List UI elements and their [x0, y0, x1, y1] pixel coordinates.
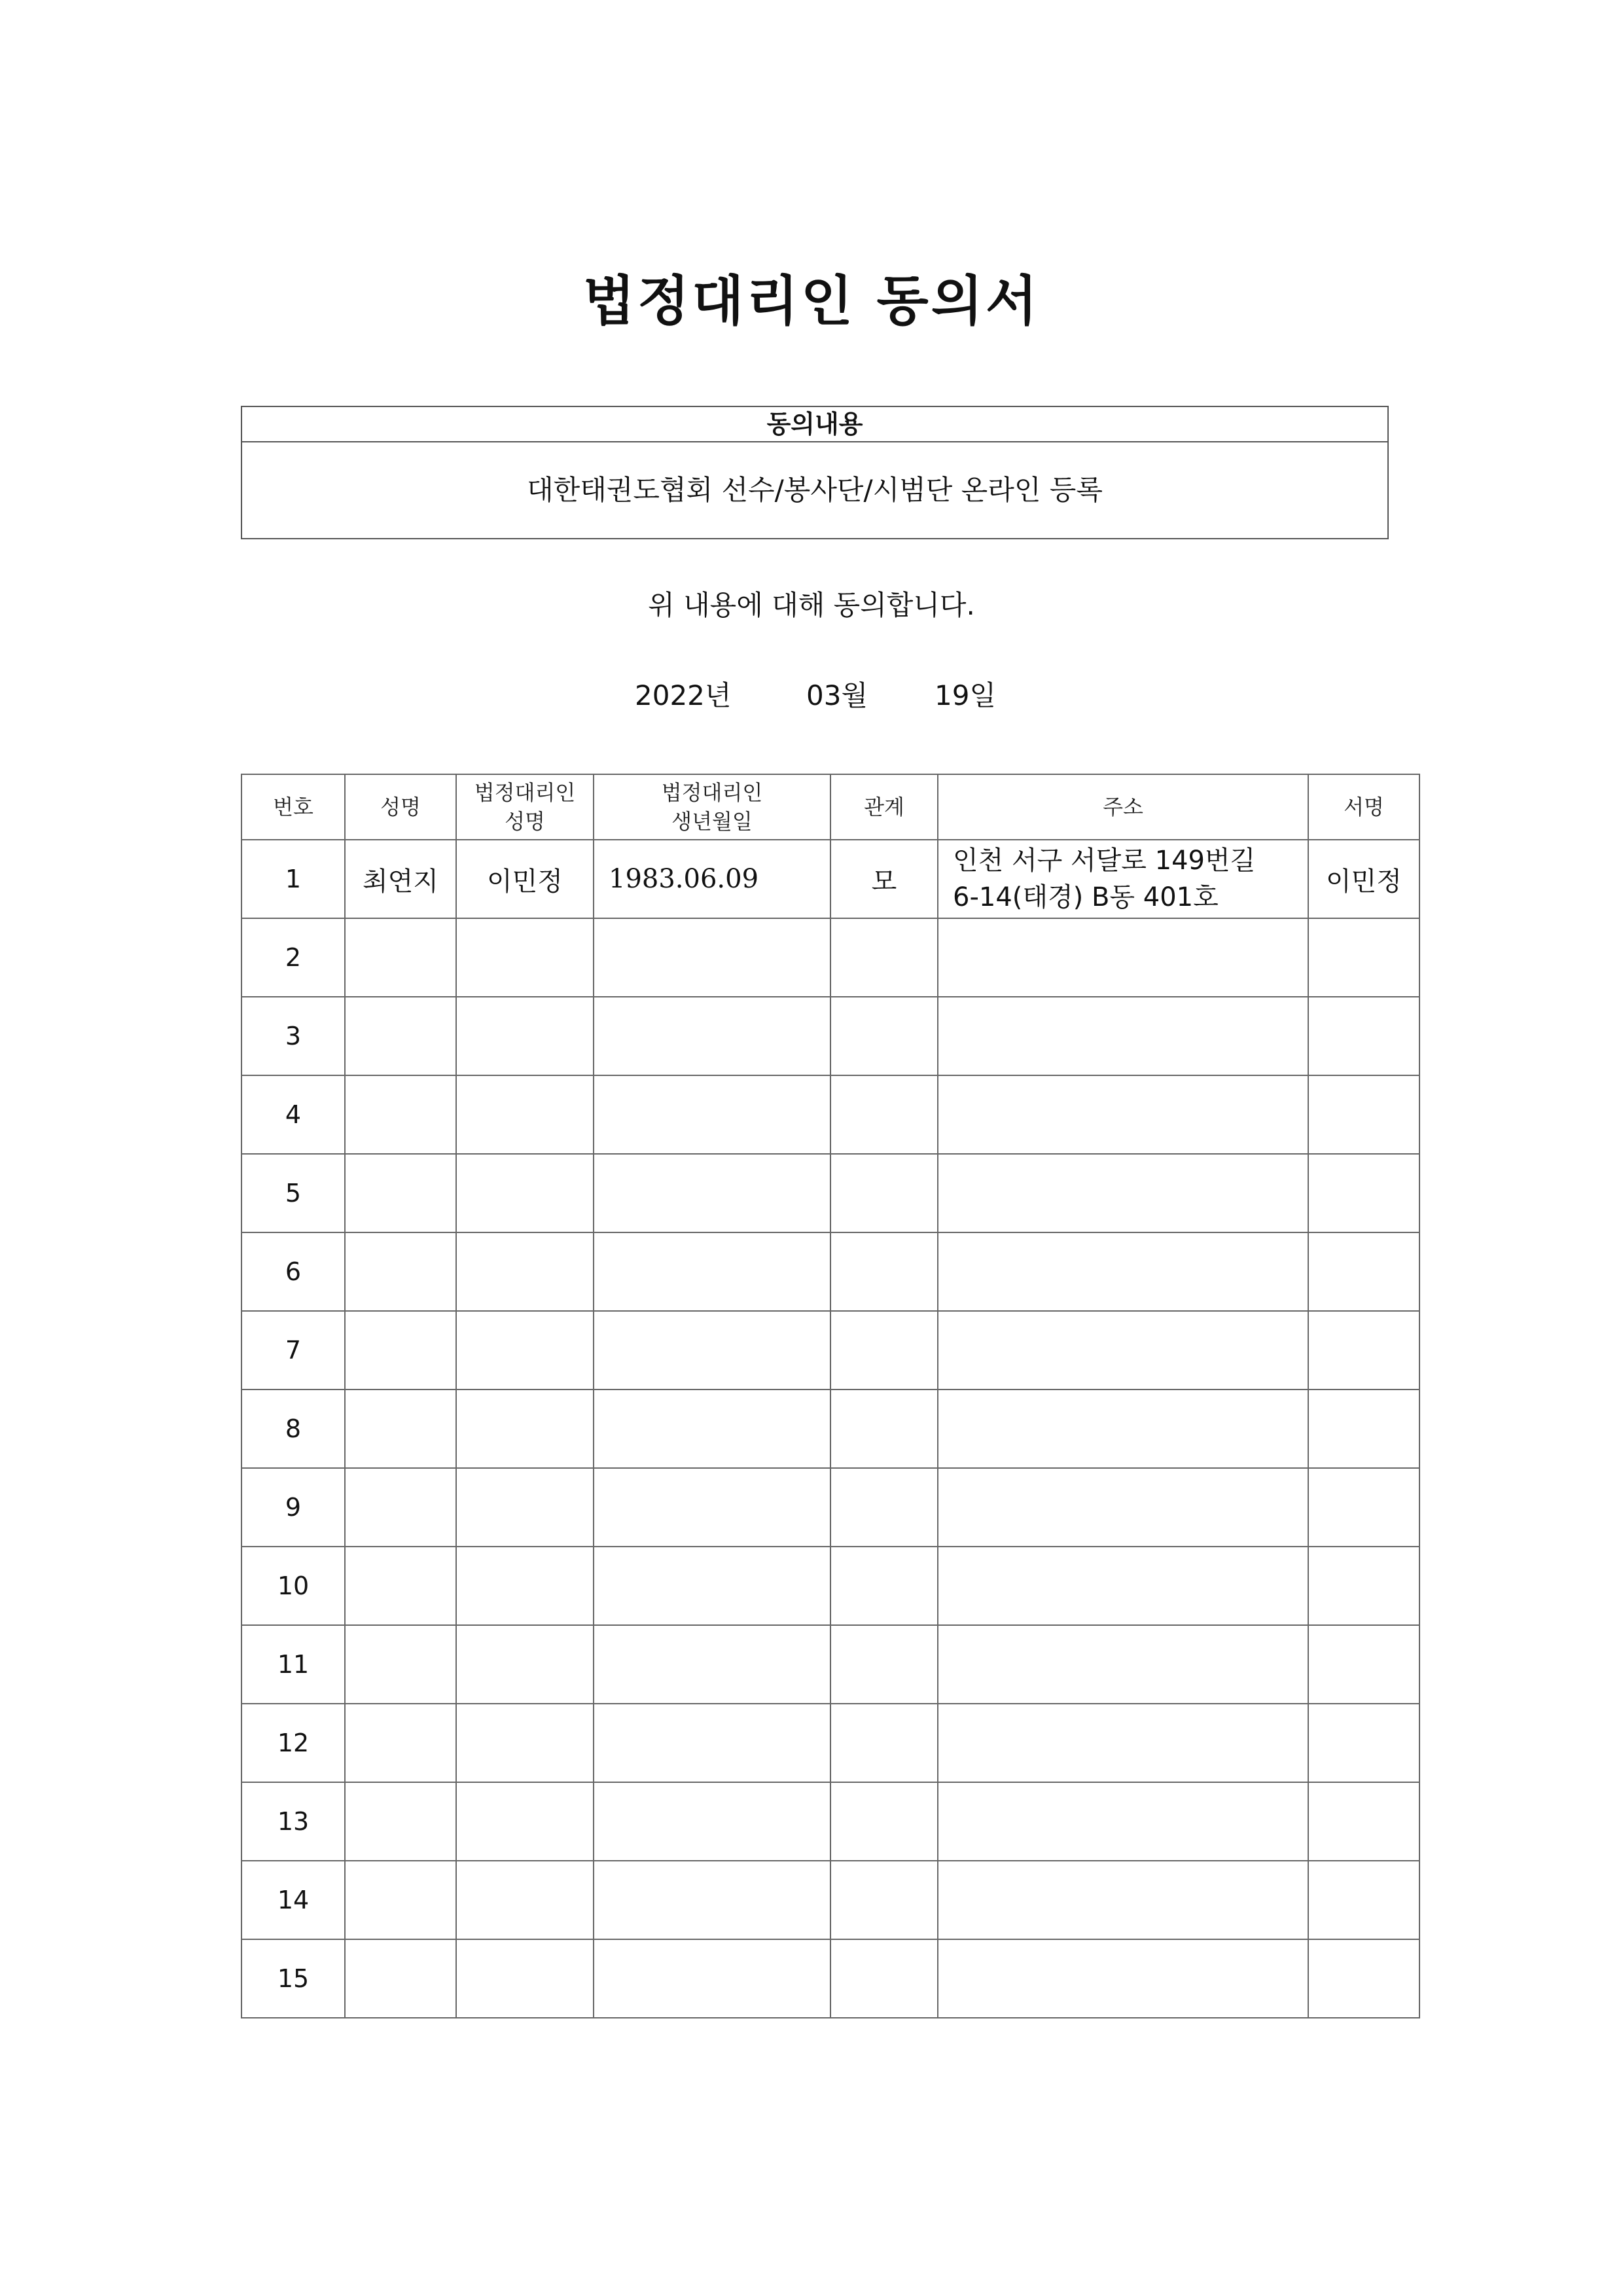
- cell-relation: [830, 1704, 938, 1782]
- cell-address: 인천 서구 서달로 149번길 6-14(태경) B동 401호: [938, 840, 1308, 918]
- agreement-text: 위 내용에 대해 동의합니다.: [648, 589, 975, 621]
- cell-signature: [1308, 1075, 1419, 1154]
- cell-no: 4: [241, 1075, 345, 1154]
- header-guardian-name: 법정대리인 성명: [456, 774, 594, 840]
- cell-relation: [830, 1468, 938, 1547]
- cell-no: 7: [241, 1311, 345, 1390]
- cell-signature: [1308, 1468, 1419, 1547]
- cell-address: [938, 1311, 1308, 1390]
- table-header-row: [241, 774, 1419, 840]
- cell-address: [938, 1232, 1308, 1311]
- cell-name: [345, 1939, 456, 2018]
- cell-signature: [1308, 1154, 1419, 1232]
- cell-relation: [830, 1075, 938, 1154]
- cell-signature: [1308, 918, 1419, 997]
- cell-no: 13: [241, 1782, 345, 1861]
- cell-relation: [830, 997, 938, 1075]
- cell-name: [345, 1154, 456, 1232]
- cell-no: 10: [241, 1547, 345, 1625]
- date-day: 19일: [935, 679, 997, 711]
- cell-name: [345, 1782, 456, 1861]
- cell-no: 11: [241, 1625, 345, 1704]
- cell-relation: [830, 1390, 938, 1468]
- cell-address: [938, 1468, 1308, 1547]
- cell-guardian-name: [456, 1311, 594, 1390]
- cell-address: [938, 1547, 1308, 1625]
- cell-guardian-birth: [594, 1939, 830, 2018]
- cell-relation: [830, 1861, 938, 1939]
- cell-address: [938, 1154, 1308, 1232]
- cell-no: 5: [241, 1154, 345, 1232]
- cell-address: [938, 918, 1308, 997]
- table-row: [241, 1704, 1419, 1782]
- header-no: 번호: [241, 774, 345, 840]
- cell-no: 1: [241, 840, 345, 918]
- header-address: 주소: [938, 774, 1308, 840]
- cell-guardian-birth: [594, 1704, 830, 1782]
- table-row: [241, 1861, 1419, 1939]
- cell-name: [345, 997, 456, 1075]
- cell-guardian-name: 이민정: [456, 840, 594, 918]
- cell-guardian-name: [456, 1704, 594, 1782]
- table-row: [241, 1939, 1419, 2018]
- cell-guardian-birth: [594, 918, 830, 997]
- cell-name: [345, 1547, 456, 1625]
- cell-no: 12: [241, 1704, 345, 1782]
- cell-guardian-name: [456, 1390, 594, 1468]
- header-relation: 관계: [830, 774, 938, 840]
- cell-guardian-birth: [594, 1311, 830, 1390]
- cell-address: [938, 1625, 1308, 1704]
- cell-signature: [1308, 1390, 1419, 1468]
- cell-no: 2: [241, 918, 345, 997]
- date-month: 03월: [806, 679, 868, 711]
- cell-guardian-birth: [594, 1625, 830, 1704]
- cell-signature: [1308, 997, 1419, 1075]
- cell-relation: [830, 1311, 938, 1390]
- page-title: 법정대리인 동의서: [582, 270, 1041, 332]
- cell-address: [938, 1390, 1308, 1468]
- cell-address: [938, 1861, 1308, 1939]
- cell-name: [345, 1468, 456, 1547]
- cell-name: [345, 918, 456, 997]
- cell-relation: [830, 1547, 938, 1625]
- cell-name: 최연지: [345, 840, 456, 918]
- cell-no: 9: [241, 1468, 345, 1547]
- cell-relation: [830, 1782, 938, 1861]
- cell-guardian-name: [456, 1861, 594, 1939]
- guardian-registry-table: [241, 774, 1420, 2018]
- cell-guardian-birth: [594, 1075, 830, 1154]
- table-row: [241, 997, 1419, 1075]
- cell-name: [345, 1625, 456, 1704]
- cell-relation: [830, 1939, 938, 2018]
- cell-relation: [830, 1154, 938, 1232]
- cell-guardian-birth: [594, 1861, 830, 1939]
- cell-no: 14: [241, 1861, 345, 1939]
- cell-guardian-name: [456, 1075, 594, 1154]
- consent-content: 대한태권도협회 선수/봉사단/시범단 온라인 등록: [527, 474, 1103, 506]
- date-year: 2022년: [635, 679, 732, 711]
- cell-signature: [1308, 1704, 1419, 1782]
- cell-signature: [1308, 1625, 1419, 1704]
- cell-guardian-birth: [594, 1547, 830, 1625]
- cell-name: [345, 1075, 456, 1154]
- cell-no: 3: [241, 997, 345, 1075]
- cell-name: [345, 1232, 456, 1311]
- cell-relation: [830, 918, 938, 997]
- cell-guardian-name: [456, 1625, 594, 1704]
- cell-address: [938, 1075, 1308, 1154]
- table-row: [241, 840, 1419, 918]
- table-row: [241, 1232, 1419, 1311]
- cell-address: [938, 1939, 1308, 2018]
- cell-signature: [1308, 1939, 1419, 2018]
- cell-guardian-name: [456, 1547, 594, 1625]
- cell-guardian-name: [456, 1939, 594, 2018]
- cell-guardian-birth: [594, 1154, 830, 1232]
- table-row: [241, 1547, 1419, 1625]
- table-row: [241, 1468, 1419, 1547]
- cell-signature: [1308, 1547, 1419, 1625]
- cell-guardian-name: [456, 1154, 594, 1232]
- table-row: [241, 1311, 1419, 1390]
- cell-name: [345, 1861, 456, 1939]
- cell-guardian-birth: [594, 1782, 830, 1861]
- table-row: [241, 918, 1419, 997]
- cell-guardian-name: [456, 1232, 594, 1311]
- cell-guardian-name: [456, 918, 594, 997]
- table-body: [241, 840, 1419, 2018]
- cell-guardian-birth: [594, 1232, 830, 1311]
- table-row: [241, 1390, 1419, 1468]
- table-row: [241, 1625, 1419, 1704]
- cell-name: [345, 1311, 456, 1390]
- cell-name: [345, 1704, 456, 1782]
- cell-relation: 모: [830, 840, 938, 918]
- cell-signature: 이민정: [1308, 840, 1419, 918]
- cell-guardian-birth: [594, 1468, 830, 1547]
- cell-relation: [830, 1232, 938, 1311]
- cell-signature: [1308, 1311, 1419, 1390]
- cell-signature: [1308, 1782, 1419, 1861]
- cell-signature: [1308, 1861, 1419, 1939]
- cell-guardian-name: [456, 1468, 594, 1547]
- table-row: [241, 1075, 1419, 1154]
- cell-address: [938, 1782, 1308, 1861]
- table-row: [241, 1782, 1419, 1861]
- cell-guardian-birth: 1983.06.09: [594, 840, 830, 918]
- consent-header: 동의내용: [242, 407, 1387, 442]
- header-name: 성명: [345, 774, 456, 840]
- cell-no: 6: [241, 1232, 345, 1311]
- cell-relation: [830, 1625, 938, 1704]
- cell-guardian-birth: [594, 1390, 830, 1468]
- cell-guardian-birth: [594, 997, 830, 1075]
- consent-box: [241, 406, 1389, 539]
- cell-guardian-name: [456, 997, 594, 1075]
- cell-address: [938, 997, 1308, 1075]
- cell-no: 8: [241, 1390, 345, 1468]
- header-signature: 서명: [1308, 774, 1419, 840]
- cell-address: [938, 1704, 1308, 1782]
- cell-signature: [1308, 1232, 1419, 1311]
- header-guardian-birth: 법정대리인 생년월일: [594, 774, 830, 840]
- cell-guardian-name: [456, 1782, 594, 1861]
- table-row: [241, 1154, 1419, 1232]
- cell-no: 15: [241, 1939, 345, 2018]
- cell-name: [345, 1390, 456, 1468]
